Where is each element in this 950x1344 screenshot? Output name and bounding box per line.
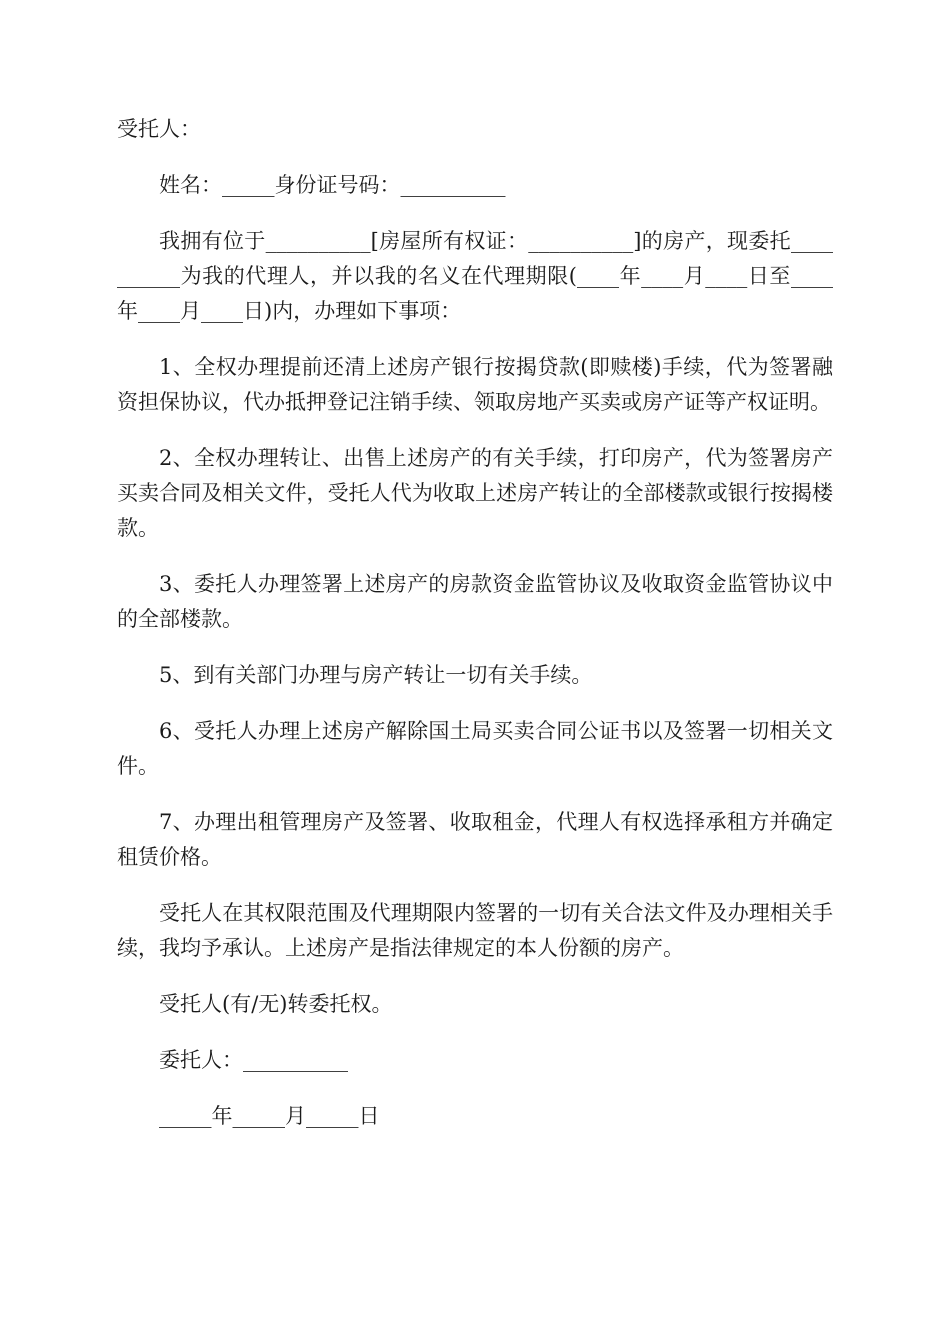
item-1-paragraph: 1、全权办理提前还清上述房产银行按揭贷款(即赎楼)手续，代为签署融资担保协议，代办抵押登记注销手续、领取房地产买卖或房产证等产权证明。 xyxy=(117,355,833,414)
date-line: _____年_____月_____日 xyxy=(159,1104,380,1128)
sub-delegation-line: 受托人(有/无)转委托权。 xyxy=(159,992,393,1016)
trustee-heading: 受托人： xyxy=(117,117,201,141)
trustee-name-id-line: 姓名：_____身份证号码：__________ xyxy=(159,173,506,197)
acknowledgement-paragraph: 受托人在其权限范围及代理期限内签署的一切有关合法文件及办理相关手续，我均予承认。上述房产是指法律规定的本人份额的房产。 xyxy=(117,901,833,960)
item-7-paragraph: 7、办理出租管理房产及签署、收取租金，代理人有权选择承租方并确定租赁价格。 xyxy=(117,810,833,869)
item-2-paragraph: 2、全权办理转让、出售上述房产的有关手续，打印房产，代为签署房产买卖合同及相关文件，受托人代为收取上述房产转让的全部楼款或银行按揭楼款。 xyxy=(117,446,833,540)
item-3-paragraph: 3、委托人办理签署上述房产的房款资金监管协议及收取资金监管协议中的全部楼款。 xyxy=(117,572,833,631)
principal-signature-line: 委托人：__________ xyxy=(159,1048,348,1072)
item-5-paragraph: 5、到有关部门办理与房产转让一切有关手续。 xyxy=(159,663,593,687)
intro-paragraph: 我拥有位于__________[房屋所有权证：__________]的房产，现委托__________为我的代理人，并以我的名义在代理期限(____年____月____日至____年____月____日)内，办理如下事项： xyxy=(117,229,833,323)
item-6-paragraph: 6、受托人办理上述房产解除国土局买卖合同公证书以及签署一切相关文件。 xyxy=(117,719,833,778)
document-page xyxy=(117,112,833,1155)
